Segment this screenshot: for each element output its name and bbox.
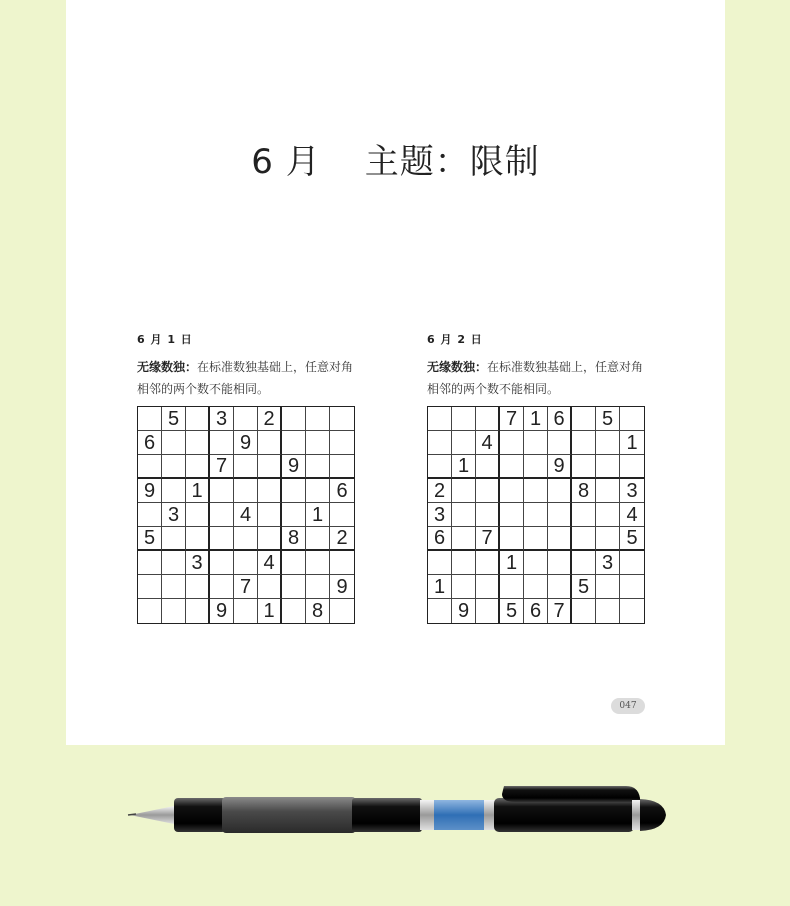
book-page <box>66 0 725 745</box>
sudoku-cell <box>330 599 354 623</box>
sudoku-cell: 3 <box>162 503 186 527</box>
sudoku-cell: 8 <box>572 479 596 503</box>
sudoku-cell: 5 <box>572 575 596 599</box>
sudoku-cell: 9 <box>210 599 234 623</box>
sudoku-cell <box>596 479 620 503</box>
sudoku-cell: 9 <box>452 599 476 623</box>
sudoku-cell <box>500 575 524 599</box>
sudoku-cell <box>186 455 210 479</box>
sudoku-cell: 4 <box>620 503 644 527</box>
sudoku-cell <box>620 455 644 479</box>
sudoku-cell: 1 <box>186 479 210 503</box>
sudoku-cell <box>186 599 210 623</box>
sudoku-cell: 1 <box>258 599 282 623</box>
sudoku-cell <box>210 431 234 455</box>
title-theme: 主题：限制 <box>364 142 540 182</box>
sudoku-cell <box>452 479 476 503</box>
sudoku-cell <box>500 479 524 503</box>
sudoku-cell <box>524 479 548 503</box>
sudoku-cell <box>162 431 186 455</box>
sudoku-cell <box>476 575 500 599</box>
sudoku-cell <box>330 455 354 479</box>
sudoku-cell <box>572 455 596 479</box>
sudoku-cell <box>306 407 330 431</box>
sudoku-cell <box>138 407 162 431</box>
sudoku-cell <box>548 503 572 527</box>
sudoku-cell: 6 <box>548 407 572 431</box>
sudoku-cell <box>234 455 258 479</box>
sudoku-cell <box>500 455 524 479</box>
sudoku-cell: 9 <box>330 575 354 599</box>
sudoku-cell <box>234 407 258 431</box>
sudoku-cell <box>476 503 500 527</box>
puzzle-1 <box>137 331 377 400</box>
sudoku-cell <box>428 431 452 455</box>
sudoku-cell <box>306 551 330 575</box>
sudoku-cell <box>476 479 500 503</box>
sudoku-cell <box>500 527 524 551</box>
sudoku-cell: 3 <box>428 503 452 527</box>
sudoku-cell <box>306 479 330 503</box>
sudoku-cell <box>476 599 500 623</box>
sudoku-cell: 9 <box>282 455 306 479</box>
sudoku-cell <box>524 575 548 599</box>
sudoku-cell: 4 <box>476 431 500 455</box>
sudoku-cell: 7 <box>548 599 572 623</box>
sudoku-cell <box>282 599 306 623</box>
sudoku-cell: 5 <box>500 599 524 623</box>
rule-text: 在标准数独基础上，任意对角相邻的两个数不能相同。 <box>427 360 644 396</box>
sudoku-cell: 8 <box>282 527 306 551</box>
sudoku-cell <box>138 575 162 599</box>
sudoku-cell <box>548 575 572 599</box>
sudoku-cell <box>234 479 258 503</box>
sudoku-cell <box>210 479 234 503</box>
sudoku-cell: 3 <box>596 551 620 575</box>
sudoku-cell <box>162 455 186 479</box>
sudoku-cell <box>452 503 476 527</box>
sudoku-cell <box>596 431 620 455</box>
sudoku-cell <box>500 431 524 455</box>
sudoku-cell <box>330 551 354 575</box>
sudoku-cell <box>282 503 306 527</box>
puzzle-2 <box>427 331 667 400</box>
sudoku-cell <box>258 527 282 551</box>
sudoku-cell <box>306 455 330 479</box>
sudoku-cell <box>572 407 596 431</box>
sudoku-grid-2 <box>427 406 645 624</box>
sudoku-cell: 9 <box>138 479 162 503</box>
sudoku-cell <box>524 431 548 455</box>
sudoku-cell: 6 <box>428 527 452 551</box>
sudoku-cell <box>258 455 282 479</box>
sudoku-cell: 5 <box>138 527 162 551</box>
sudoku-cell <box>234 551 258 575</box>
sudoku-cell <box>524 551 548 575</box>
sudoku-cell <box>476 407 500 431</box>
title-month: 6 月 <box>251 142 321 182</box>
sudoku-cell <box>572 599 596 623</box>
sudoku-cell <box>282 551 306 575</box>
sudoku-cell <box>330 431 354 455</box>
sudoku-cell <box>186 407 210 431</box>
sudoku-cell <box>306 575 330 599</box>
sudoku-cell <box>162 527 186 551</box>
sudoku-cell: 3 <box>186 551 210 575</box>
sudoku-cell <box>186 575 210 599</box>
rule-text: 在标准数独基础上，任意对角相邻的两个数不能相同。 <box>137 360 354 396</box>
sudoku-cell <box>282 575 306 599</box>
sudoku-cell <box>210 575 234 599</box>
sudoku-cell <box>572 527 596 551</box>
sudoku-cell <box>330 407 354 431</box>
sudoku-cell: 4 <box>234 503 258 527</box>
sudoku-cell <box>234 599 258 623</box>
sudoku-cell <box>452 527 476 551</box>
sudoku-cell: 7 <box>210 455 234 479</box>
sudoku-cell: 9 <box>548 455 572 479</box>
sudoku-cell <box>138 455 162 479</box>
sudoku-cell <box>138 551 162 575</box>
sudoku-cell <box>572 431 596 455</box>
sudoku-cell <box>476 551 500 575</box>
sudoku-cell <box>258 503 282 527</box>
sudoku-cell: 1 <box>452 455 476 479</box>
sudoku-cell <box>234 527 258 551</box>
sudoku-cell <box>428 599 452 623</box>
sudoku-cell <box>162 599 186 623</box>
sudoku-cell <box>524 455 548 479</box>
sudoku-cell <box>138 599 162 623</box>
sudoku-cell <box>186 527 210 551</box>
sudoku-cell <box>572 503 596 527</box>
sudoku-cell: 1 <box>428 575 452 599</box>
sudoku-cell <box>596 503 620 527</box>
sudoku-cell <box>306 527 330 551</box>
sudoku-cell <box>548 431 572 455</box>
sudoku-cell <box>138 503 162 527</box>
sudoku-cell: 3 <box>620 479 644 503</box>
sudoku-cell: 1 <box>620 431 644 455</box>
ballpoint-pen-icon <box>126 782 671 842</box>
sudoku-cell <box>620 551 644 575</box>
sudoku-cell: 7 <box>500 407 524 431</box>
sudoku-cell: 6 <box>524 599 548 623</box>
sudoku-cell <box>452 431 476 455</box>
sudoku-cell <box>258 575 282 599</box>
sudoku-cell <box>524 527 548 551</box>
puzzle-rule <box>427 356 653 400</box>
sudoku-cell <box>548 551 572 575</box>
sudoku-cell <box>452 551 476 575</box>
sudoku-cell <box>162 551 186 575</box>
sudoku-cell <box>620 575 644 599</box>
sudoku-cell: 4 <box>258 551 282 575</box>
sudoku-cell: 2 <box>330 527 354 551</box>
sudoku-cell: 7 <box>234 575 258 599</box>
sudoku-cell <box>452 575 476 599</box>
sudoku-cell <box>210 503 234 527</box>
sudoku-cell <box>452 407 476 431</box>
sudoku-cell <box>186 431 210 455</box>
sudoku-cell <box>282 431 306 455</box>
sudoku-cell <box>306 431 330 455</box>
sudoku-cell <box>596 575 620 599</box>
puzzle-rule <box>137 356 363 400</box>
sudoku-cell: 2 <box>258 407 282 431</box>
sudoku-cell: 9 <box>234 431 258 455</box>
sudoku-cell: 1 <box>306 503 330 527</box>
sudoku-cell <box>330 503 354 527</box>
puzzle-date: 6 月 1 日 <box>137 333 193 346</box>
sudoku-cell <box>596 599 620 623</box>
sudoku-cell <box>186 503 210 527</box>
sudoku-cell <box>572 551 596 575</box>
sudoku-cell: 5 <box>620 527 644 551</box>
sudoku-cell <box>210 527 234 551</box>
sudoku-cell <box>428 407 452 431</box>
sudoku-cell <box>476 455 500 479</box>
sudoku-cell: 1 <box>524 407 548 431</box>
sudoku-cell <box>282 479 306 503</box>
sudoku-cell: 1 <box>500 551 524 575</box>
sudoku-cell: 6 <box>138 431 162 455</box>
sudoku-cell <box>282 407 306 431</box>
sudoku-cell <box>524 503 548 527</box>
page-number: 047 <box>611 698 645 714</box>
sudoku-cell <box>620 407 644 431</box>
sudoku-cell <box>428 455 452 479</box>
sudoku-cell <box>258 479 282 503</box>
sudoku-grid-1 <box>137 406 355 624</box>
sudoku-cell <box>500 503 524 527</box>
sudoku-cell <box>596 527 620 551</box>
sudoku-cell: 5 <box>162 407 186 431</box>
sudoku-cell <box>162 479 186 503</box>
sudoku-cell <box>162 575 186 599</box>
sudoku-cell: 3 <box>210 407 234 431</box>
rule-name: 无缘数独： <box>427 360 488 374</box>
puzzle-date: 6 月 2 日 <box>427 333 483 346</box>
sudoku-cell <box>210 551 234 575</box>
rule-name: 无缘数独： <box>137 360 198 374</box>
sudoku-cell <box>548 479 572 503</box>
sudoku-cell: 8 <box>306 599 330 623</box>
sudoku-cell <box>596 455 620 479</box>
page-title <box>66 134 725 183</box>
sudoku-cell <box>548 527 572 551</box>
sudoku-cell: 5 <box>596 407 620 431</box>
sudoku-cell: 7 <box>476 527 500 551</box>
sudoku-cell: 6 <box>330 479 354 503</box>
sudoku-cell <box>258 431 282 455</box>
sudoku-cell <box>428 551 452 575</box>
sudoku-cell <box>620 599 644 623</box>
sudoku-cell: 2 <box>428 479 452 503</box>
